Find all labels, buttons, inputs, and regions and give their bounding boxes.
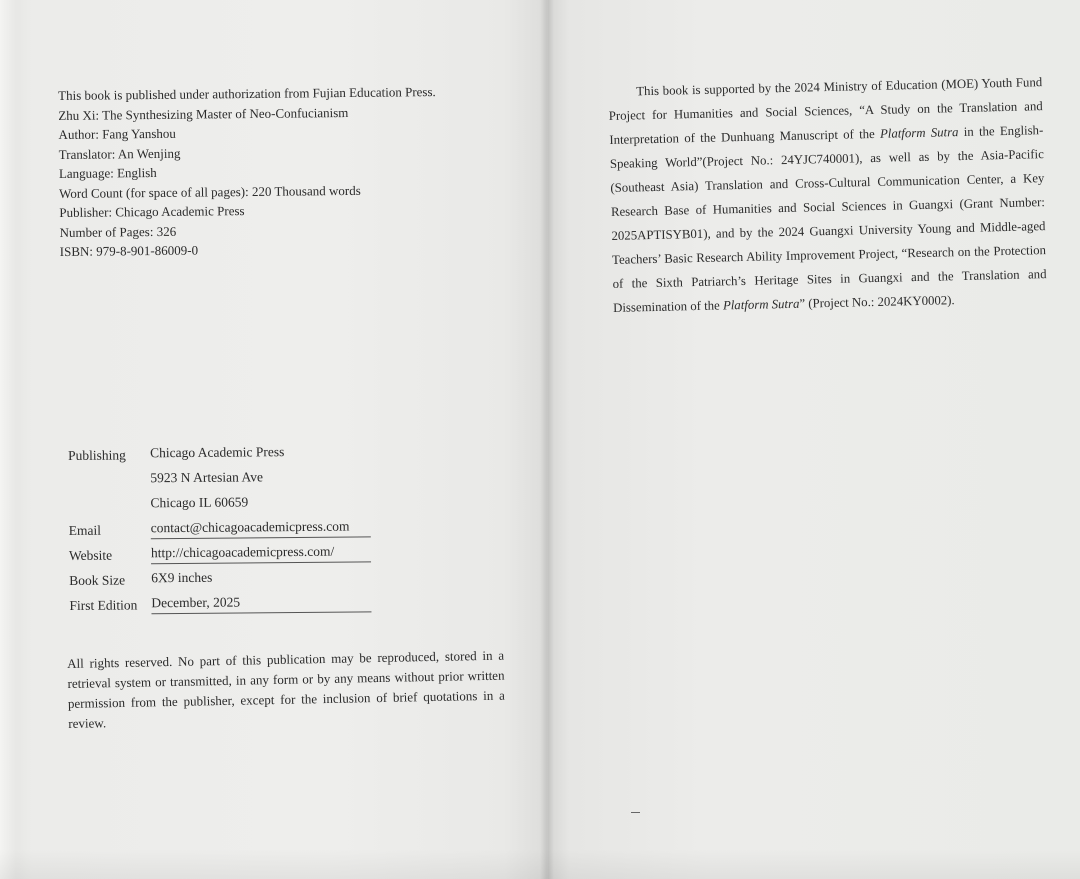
book-size-value: 6X9 inches xyxy=(151,569,213,586)
book-size-label: Book Size xyxy=(69,572,126,588)
email-value: contact@chicagoacademicpress.com xyxy=(151,518,371,539)
publishing-name: Chicago Academic Press xyxy=(150,444,285,461)
first-edition-value: December, 2025 xyxy=(151,593,371,614)
translator-line: Translator: An Wenjing xyxy=(58,145,181,162)
bottom-shading xyxy=(0,849,1080,879)
platform-sutra-title-2: Platform Sutra xyxy=(722,296,800,313)
page-mark xyxy=(631,812,640,813)
isbn-line: ISBN: 979-8-901-86009-0 xyxy=(59,242,199,259)
word-count-line: Word Count (for space of all pages): 220 Thousand words xyxy=(59,182,361,201)
funding-statement xyxy=(608,70,1047,320)
email-label: Email xyxy=(68,522,102,538)
copyright-info xyxy=(58,82,437,261)
website-value: http://chicagoacademicpress.com/ xyxy=(151,543,371,564)
author-line: Author: Fang Yanshou xyxy=(58,125,176,142)
address-line-1: 5923 N Artesian Ave xyxy=(150,469,263,486)
publisher-line: Publisher: Chicago Academic Press xyxy=(59,203,245,220)
publishing-label: Publishing xyxy=(68,447,126,463)
first-edition-label: First Edition xyxy=(69,597,138,613)
page-edge-shading xyxy=(0,0,26,879)
rights-statement: All rights reserved. No part of this publication may be reproduced, stored in a retrieval system or transmitted, in any form or by any means without prior written permission from the publisher, except for the inclusion of brief quotations in a review. xyxy=(67,647,506,731)
language-line: Language: English xyxy=(58,164,157,181)
funding-text-1: This book is supported by the 2024 Ministry of Education (MOE) Youth Fund Project for Humanities and Social Sciences, “A Study on the Translation and Interpretation of the Dunhuang Manuscript of the xyxy=(608,75,1043,147)
funding-text-2: in the English-Speaking World”(Project No.: 24YJC740001), as well as by the Asia-Pacific (Southeast Asia) Translation and Cross-Cultural Communication Center, a Key Research Base of Humanities and Social Sciences in Guangxi (Grant Number: 2025APTISYB01), and by the 2024 Guangxi University Young and Middle-aged Teachers’ Basic Research Ability Improvement Project, “Research on the Protection of the Sixth Patriarch’s Heritage Sites in Guangxi and the Translation and Dissemination of the xyxy=(609,123,1047,315)
platform-sutra-title-1: Platform Sutra xyxy=(879,125,959,141)
authorization-line: This book is published under authorization from Fujian Education Press. xyxy=(58,84,436,103)
website-label: Website xyxy=(68,547,113,563)
page-count-line: Number of Pages: 326 xyxy=(59,223,177,240)
address-line-2: Chicago IL 60659 xyxy=(150,494,249,511)
book-gutter xyxy=(540,0,554,879)
book-title-line: Zhu Xi: The Synthesizing Master of Neo-Confucianism xyxy=(58,104,349,123)
funding-text-3: ” (Project No.: 2024KY0002). xyxy=(799,293,955,311)
